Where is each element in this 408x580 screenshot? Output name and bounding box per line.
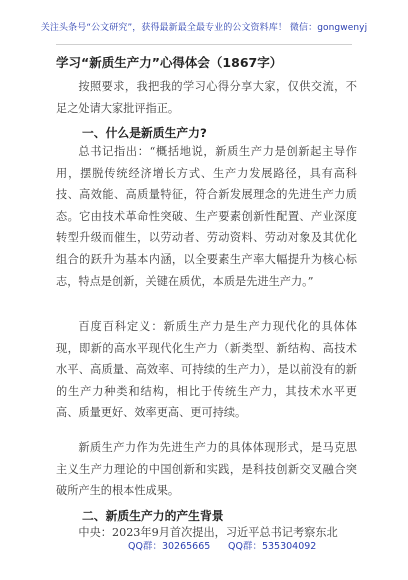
- section1-paragraph-2: 百度百科定义：新质生产力是生产力现代化的具体体现，即新的高水平现代化生产力（新类型、新结构、高技术水平、高质量、高效率、可持续的生产力），是以前没有的新的生产力种类和结构，相比于传统生产力，其技术水平更高、质量更好、效率更高、更可持续。: [56, 320, 357, 420]
- document-title: 学习“新质生产力”心得体会（1867字）: [56, 55, 283, 70]
- section1-paragraph-3: 新质生产力作为先进生产力的具体体现形式，是马克思主义生产力理论的中国创新和实践，是科技创新交叉融合突破所产生的根本性成果。: [56, 441, 357, 498]
- intro-paragraph: 按照要求，我把我的学习心得分享大家，仅供交流，不足之处请大家批评指正。: [56, 80, 357, 115]
- section-heading-1: 一、什么是新质生产力?: [82, 126, 207, 140]
- section1-paragraph-1: 总书记指出：“概括地说，新质生产力是创新起主导作用，摆脱传统经济增长方式、生产力发展路径，具有高科技、高效能、高质量特征，符合新发展理念的先进生产力质态。它由技术革命性突破、生产要素创新性配置、产业深度转型升级而催生，以劳动者、劳动资料、劳动对象及其优化组合的跃升为基本内涵，以全要素生产率大幅提升为核心标志，特点是创新，关键在质优，本质是先进生产力。”: [56, 145, 357, 288]
- section2-paragraph-1: 中央：2023年9月首次提出，习近平总书记考察东北: [78, 526, 338, 539]
- header-divider: [56, 44, 352, 45]
- promo-banner: 关注头条号“公文研究”，获得最新最全最专业的公文资料库！ 微信：gongwenyj: [40, 23, 368, 33]
- qq-group-2: QQ群：535304092: [228, 541, 317, 552]
- qq-group-1: QQ群：30265665: [128, 541, 211, 552]
- section-heading-2: 二、新质生产力的产生背景: [82, 509, 224, 523]
